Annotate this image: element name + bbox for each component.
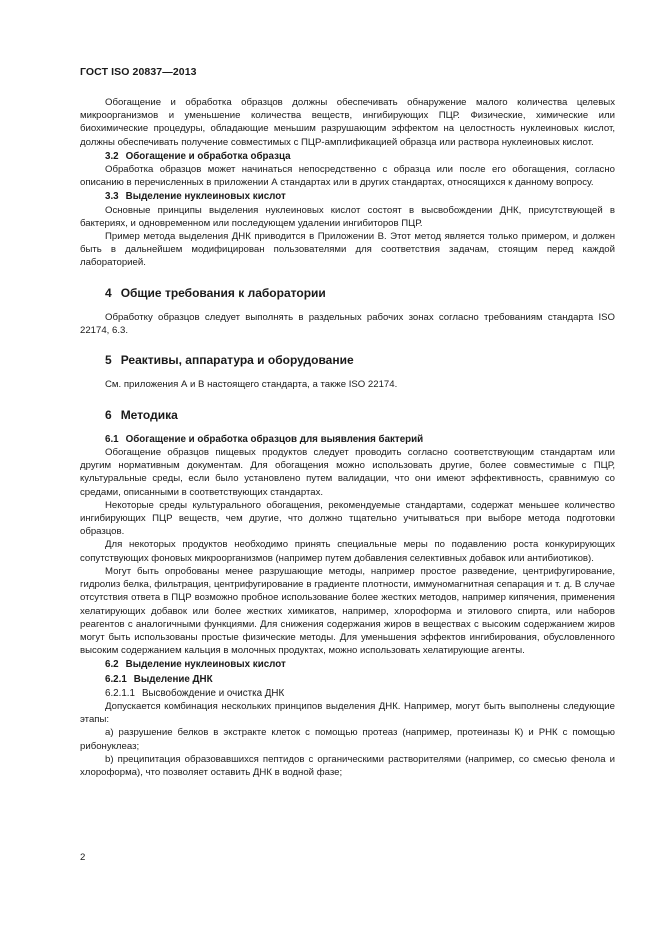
paragraph-6-2-1-1: Допускается комбинация нескольких принципов выделения ДНК. Например, могут быть выполнены следующие этапы:	[80, 700, 615, 726]
list-item: а) разрушение белков в экстракте клеток с помощью протеаз (например, протеиназы К) и РНК с помощью рибонуклеаз;	[80, 727, 615, 752]
page-body	[80, 96, 615, 779]
section-title: Общие требования к лаборатории	[120, 285, 326, 300]
list-item: b) преципитация образовавшихся пептидов с органическими растворителями (например, со смесью фенола и хлороформа), что позволяет оставить ДНК в водной фазе;	[80, 753, 615, 778]
section-number: 6.2.1.1	[105, 687, 135, 699]
section-6-1-heading	[105, 433, 615, 446]
section-3-3-heading	[105, 190, 615, 203]
document-header: ГОСТ ISO 20837—2013	[80, 66, 197, 78]
section-6-2-heading	[105, 658, 615, 671]
section-number: 3.2	[105, 150, 119, 162]
steps-list	[80, 726, 615, 779]
section-5-heading	[105, 354, 615, 367]
paragraph-3-3a: Основные принципы выделения нуклеиновых кислот состоят в высвобождении ДНК, присутствующей в бактериях, и одновременном или последующем удалении ингибиторов ПЦР.	[80, 204, 615, 229]
section-title: Методика	[120, 407, 178, 422]
section-title: Обогащение и обработка образца	[125, 150, 291, 162]
section-title: Выделение нуклеиновых кислот	[125, 191, 286, 203]
section-number: 6.1	[105, 433, 119, 445]
section-number: 6	[105, 407, 112, 422]
paragraph-6-1c: Для некоторых продуктов необходимо принять специальные меры по подавлению роста конкурирующих сопутствующих фоновых микроорганизмов (например путем добавления селективных добавок или антибиотиков).	[80, 539, 615, 564]
section-title: Обогащение и обработка образцов для выявления бактерий	[125, 433, 424, 445]
section-6-2-1-heading	[105, 673, 615, 686]
section-6-2-1-1-heading	[105, 687, 615, 700]
paragraph-6-1d: Могут быть опробованы менее разрушающие методы, например простое разведение, центрифугирование, гидролиз белка, фильтрация, центрифугирование в градиенте плотности, иммуномагнитная сепарация и т. д. В случае отсутствия ответа в ПЦР возможно пробное использование более жестких методов, например кипячения, применения хелатирующих добавок или более жестких химикатов, например, хлороформа и этилового спирта, или наборов реагентов с аналогичными функциями. Для снижения содержания жиров в веществах с высоким содержанием жиров могут быть использованы простые физические методы. Для уменьшения эффектов ингибирования, обусловленного высоким содержанием кальция в молочных продуктах, можно использовать хелатирующие агенты.	[80, 565, 615, 657]
paragraph-5: См. приложения А и В настоящего стандарта, а также ISO 22174.	[105, 379, 398, 391]
section-number: 6.2.1	[105, 673, 127, 685]
section-title: Выделение нуклеиновых кислот	[125, 659, 286, 671]
section-number: 4	[105, 285, 112, 300]
paragraph-intro: Обогащение и обработка образцов должны обеспечивать обнаружение малого количества целевых микроорганизмов и уменьшение количества веществ, ингибирующих ПЦР. Физические, химические или биохимические процедуры, обладающие меньшим разрушающим эффектом на целостность нуклеиновых кислот, должны обеспечивать получение совместимых с ПЦР-амплификацией образца или раствора нуклеиновых кислот.	[80, 97, 615, 148]
section-number: 5	[105, 353, 112, 368]
section-number: 3.3	[105, 191, 119, 203]
section-title: Реактивы, аппаратура и оборудование	[120, 353, 354, 368]
section-title: Выделение ДНК	[133, 673, 213, 685]
paragraph-4: Обработку образцов следует выполнять в раздельных рабочих зонах согласно требованиям стандарта ISO 22174, 6.3.	[80, 311, 615, 337]
section-3-2-heading	[105, 150, 615, 163]
section-number: 6.2	[105, 659, 119, 671]
section-6-heading	[105, 409, 615, 422]
paragraph-3-3b: Пример метода выделения ДНК приводится в Приложении В. Этот метод является только примером, и должен быть в дальнейшем модифицирован пользователями для соответствия задачам, стоящим перед каждой лабораторией.	[80, 231, 615, 269]
paragraph-3-2: Обработка образцов может начинаться непосредственно с образца или после его обогащения, согласно описанию в перечисленных в приложении А стандартах или в других стандартах, относящихся к данному вопросу.	[80, 164, 615, 189]
paragraph-6-1b: Некоторые среды культурального обогащения, рекомендуемые стандартами, содержат меньшее количество ингибирующих ПЦР веществ, чем другие, что должно тщательно учитываться при выборе метода подготовки образцов.	[80, 499, 615, 538]
section-4-heading	[105, 287, 615, 300]
paragraph-6-1a: Обогащение образцов пищевых продуктов следует проводить согласно соответствующим стандартам или другим нормативным документам. Для обогащения можно использовать другие, более совместимые с ПЦР, культуральные среды, если было установлено путем валидации, что они имеют эффективность, сравнимую со средами, описанными в соответствующих стандартах.	[80, 447, 615, 498]
section-title: Высвобождение и очистка ДНК	[141, 687, 285, 699]
page-number: 2	[80, 852, 86, 863]
